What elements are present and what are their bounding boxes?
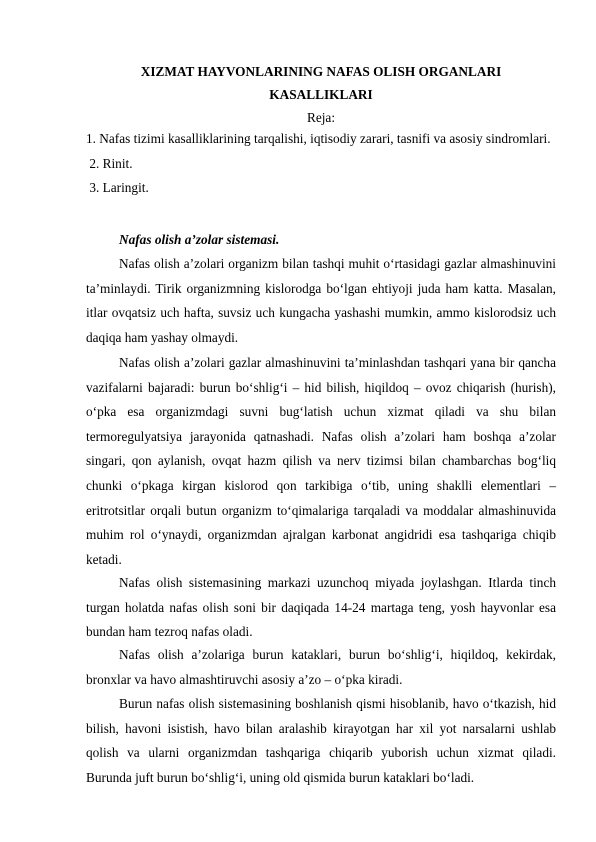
paragraph-5: Burun nafas olish sistemasining boshlanish qismi hisoblanib, havo o‘tkazish, hid bilish, havoni isistish, havo bilan aralashib kirayotgan har xil yot narsalarni ushlab qolish va ularni organizmdan tashqariga chiqarib yuborish uchun xizmat qiladi. Burunda juft burun bo‘shlig‘i, uning old qismida burun kataklari bo‘ladi.: [86, 696, 556, 785]
plan-heading: Reja:: [306, 110, 336, 125]
paragraph-2: Nafas olish a’zolari gazlar almashinuvini ta’minlashdan tashqari yana bir qancha vazifalarni bajaradi: burun bo‘shlig‘i – hid bilish, hiqildoq – ovoz chiqarish (hurish), o‘pka esa organizmdagi suvni bug‘latish uchun xizmat qiladi va shu bilan termoregulyatsiya jarayonida qatnashadi. Nafas olish a’zolari ham boshqa a’zolar singari, qon aylanish, ovqat hazm qilish va nerv tizimsi bilan chambarchas bog‘liq chunki o‘pkaga kirgan kislorod qon tarkibiga o‘tib, uning shaklli elementlari – eritrotsitlar orqali butun organizm to‘qimalariga tarqaladi va moddalar almashinuvida muhim rol o‘ynaydi, organizmdan ajralgan karbonat angidridi esa tashqariga chiqib ketadi.: [86, 355, 556, 567]
plan-item-2: 2. Rinit.: [86, 155, 133, 171]
paragraph-1: Nafas olish a’zolari organizm bilan tashqi muhit o‘rtasidagi gazlar almashinuvini ta’minlaydi. Tirik organizmning kislorodga bo‘lgan ehtiyoji juda ham katta. Masalan, itlar ovqatsiz uch hafta, suvsiz uch kungacha yashashi mumkin, ammo kislorodsiz uch daqiqa ham yashay olmaydi.: [86, 256, 556, 345]
paragraph-3: Nafas olish sistemasining markazi uzunchoq miyada joylashgan. Itlarda tinch turgan holatda nafas olish soni bir daqiqada 14-24 martaga teng, yosh hayvonlar esa bundan ham tezroq nafas oladi.: [86, 575, 556, 640]
plan-item-3: 3. Laringit.: [86, 180, 149, 196]
document-title-line-2: KASALLIKLARI: [269, 87, 373, 102]
plan-list: [86, 127, 556, 201]
paragraph-4: Nafas olish a’zolariga burun kataklari, burun bo‘shlig‘i, hiqildoq, kekirdak, bronxlar va havo almashtiruvchi asosiy a’zo – o‘pka kiradi.: [86, 647, 556, 687]
document-title-line-1: XIZMAT HAYVONLARINING NAFAS OLISH ORGANLARI: [140, 64, 502, 79]
section-heading: Nafas olish a’zolar sistemasi.: [119, 232, 280, 247]
plan-item-1: 1. Nafas tizimi kasalliklarining tarqalishi, iqtisodiy zarari, tasnifi va asosiy sindromlari.: [86, 131, 551, 146]
